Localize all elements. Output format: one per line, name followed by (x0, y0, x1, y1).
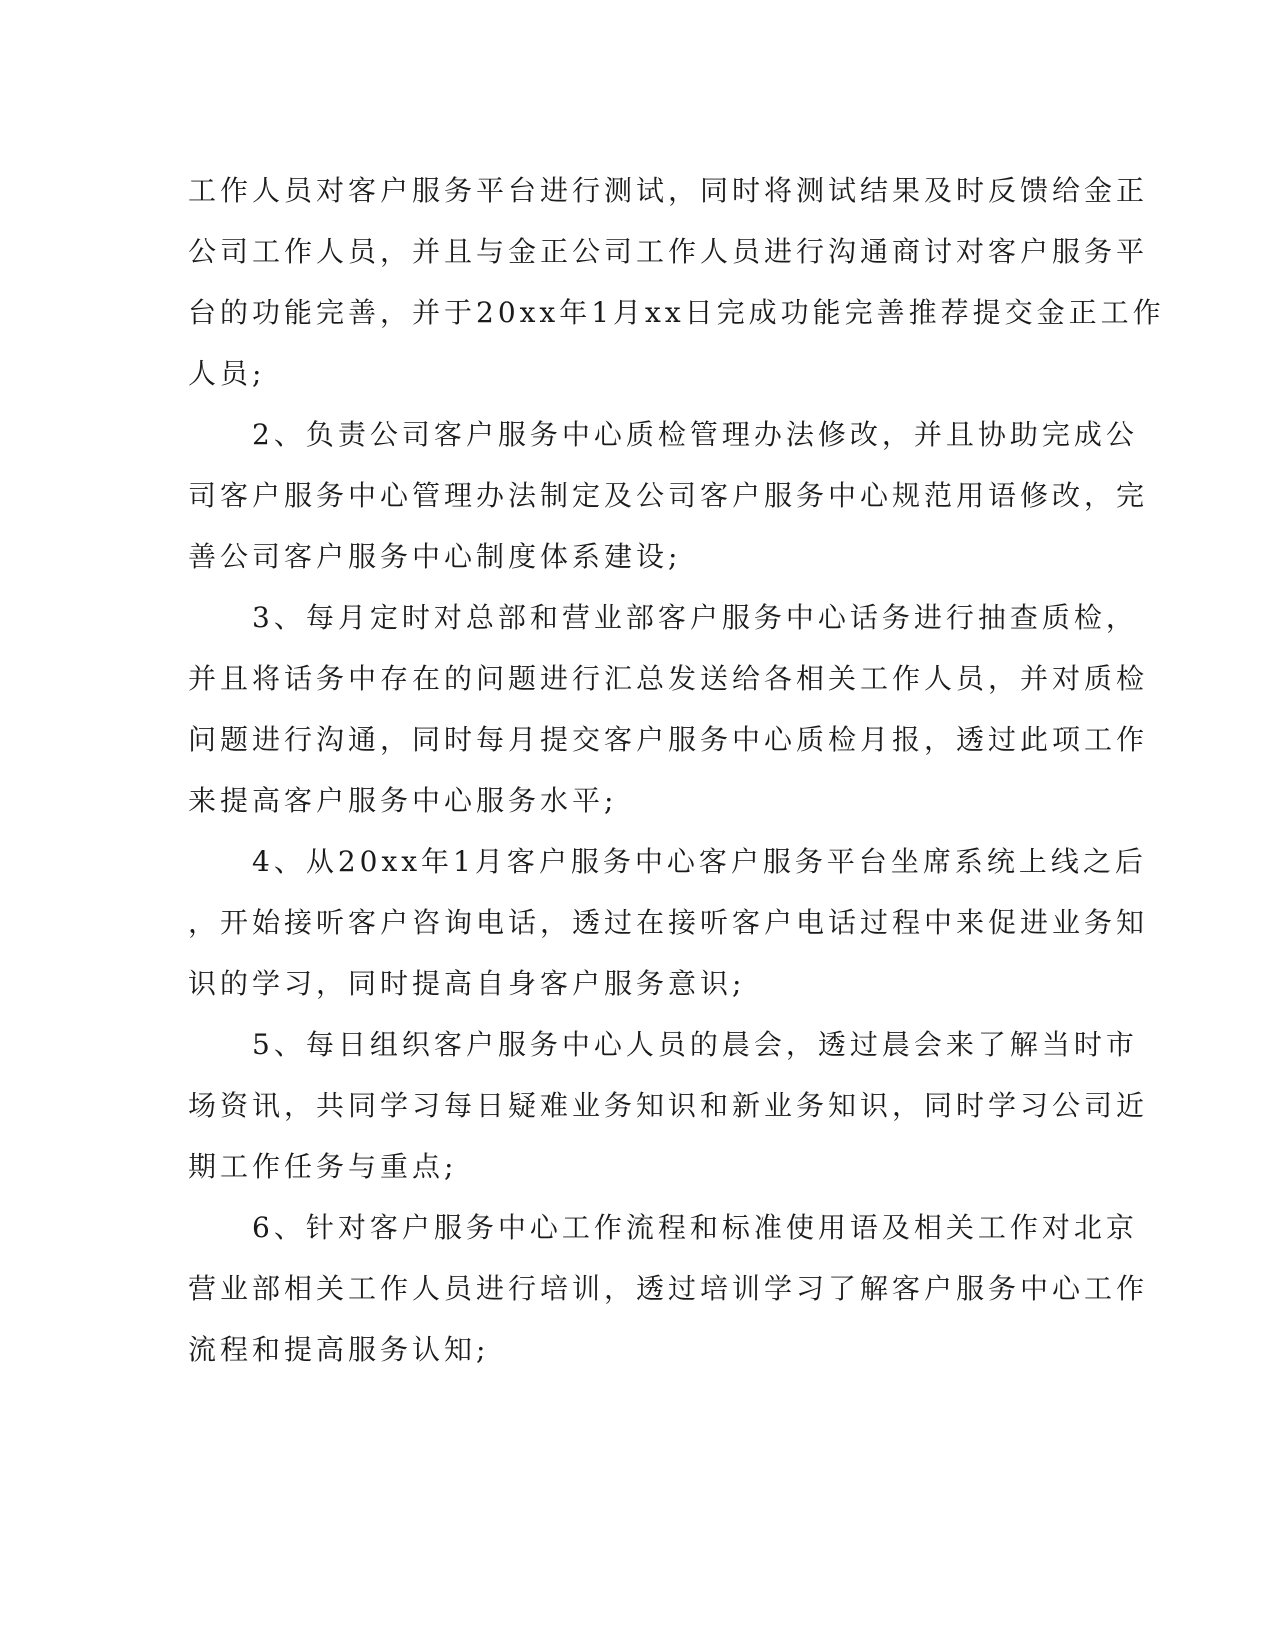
text-line-4: 人员; (188, 357, 266, 390)
text-line-2: 公司工作人员，并且与金正公司工作人员进行沟通商讨对客户服务平 (188, 235, 1149, 268)
text-line-13: ，开始接听客户咨询电话，透过在接听客户电话过程中来促进业务知 (188, 906, 1149, 939)
text-line-1: 工作人员对客户服务平台进行测试，同时将测试结果及时反馈给金正 (188, 174, 1149, 207)
text-line-6: 司客户服务中心管理办法制定及公司客户服务中心规范用语修改，完 (188, 479, 1149, 512)
text-line-17: 期工作任务与重点; (188, 1150, 458, 1183)
text-line-18: 6、针对客户服务中心工作流程和标准使用语及相关工作对北京 (188, 1211, 1138, 1244)
text-line-5: 2、负责公司客户服务中心质检管理办法修改，并且协助完成公 (188, 418, 1138, 451)
text-line-14: 识的学习，同时提高自身客户服务意识; (188, 967, 746, 1000)
text-line-11: 来提高客户服务中心服务水平; (188, 784, 618, 817)
text-line-16: 场资讯，共同学习每日疑难业务知识和新业务知识，同时学习公司近 (188, 1089, 1149, 1122)
text-line-8: 3、每月定时对总部和营业部客户服务中心话务进行抽查质检， (188, 601, 1138, 634)
text-line-20: 流程和提高服务认知; (188, 1333, 490, 1366)
text-line-12: 4、从20xx年1月客户服务中心客户服务平台坐席系统上线之后 (188, 845, 1147, 878)
document-body (188, 160, 1165, 1380)
text-line-15: 5、每日组织客户服务中心人员的晨会，透过晨会来了解当时市 (188, 1028, 1138, 1061)
text-line-3: 台的功能完善，并于20xx年1月xx日完成功能完善推荐提交金正工作 (188, 296, 1165, 329)
text-line-9: 并且将话务中存在的问题进行汇总发送给各相关工作人员，并对质检 (188, 662, 1149, 695)
text-line-7: 善公司客户服务中心制度体系建设; (188, 540, 682, 573)
text-line-10: 问题进行沟通，同时每月提交客户服务中心质检月报，透过此项工作 (188, 723, 1149, 756)
text-line-19: 营业部相关工作人员进行培训，透过培训学习了解客户服务中心工作 (188, 1272, 1149, 1305)
